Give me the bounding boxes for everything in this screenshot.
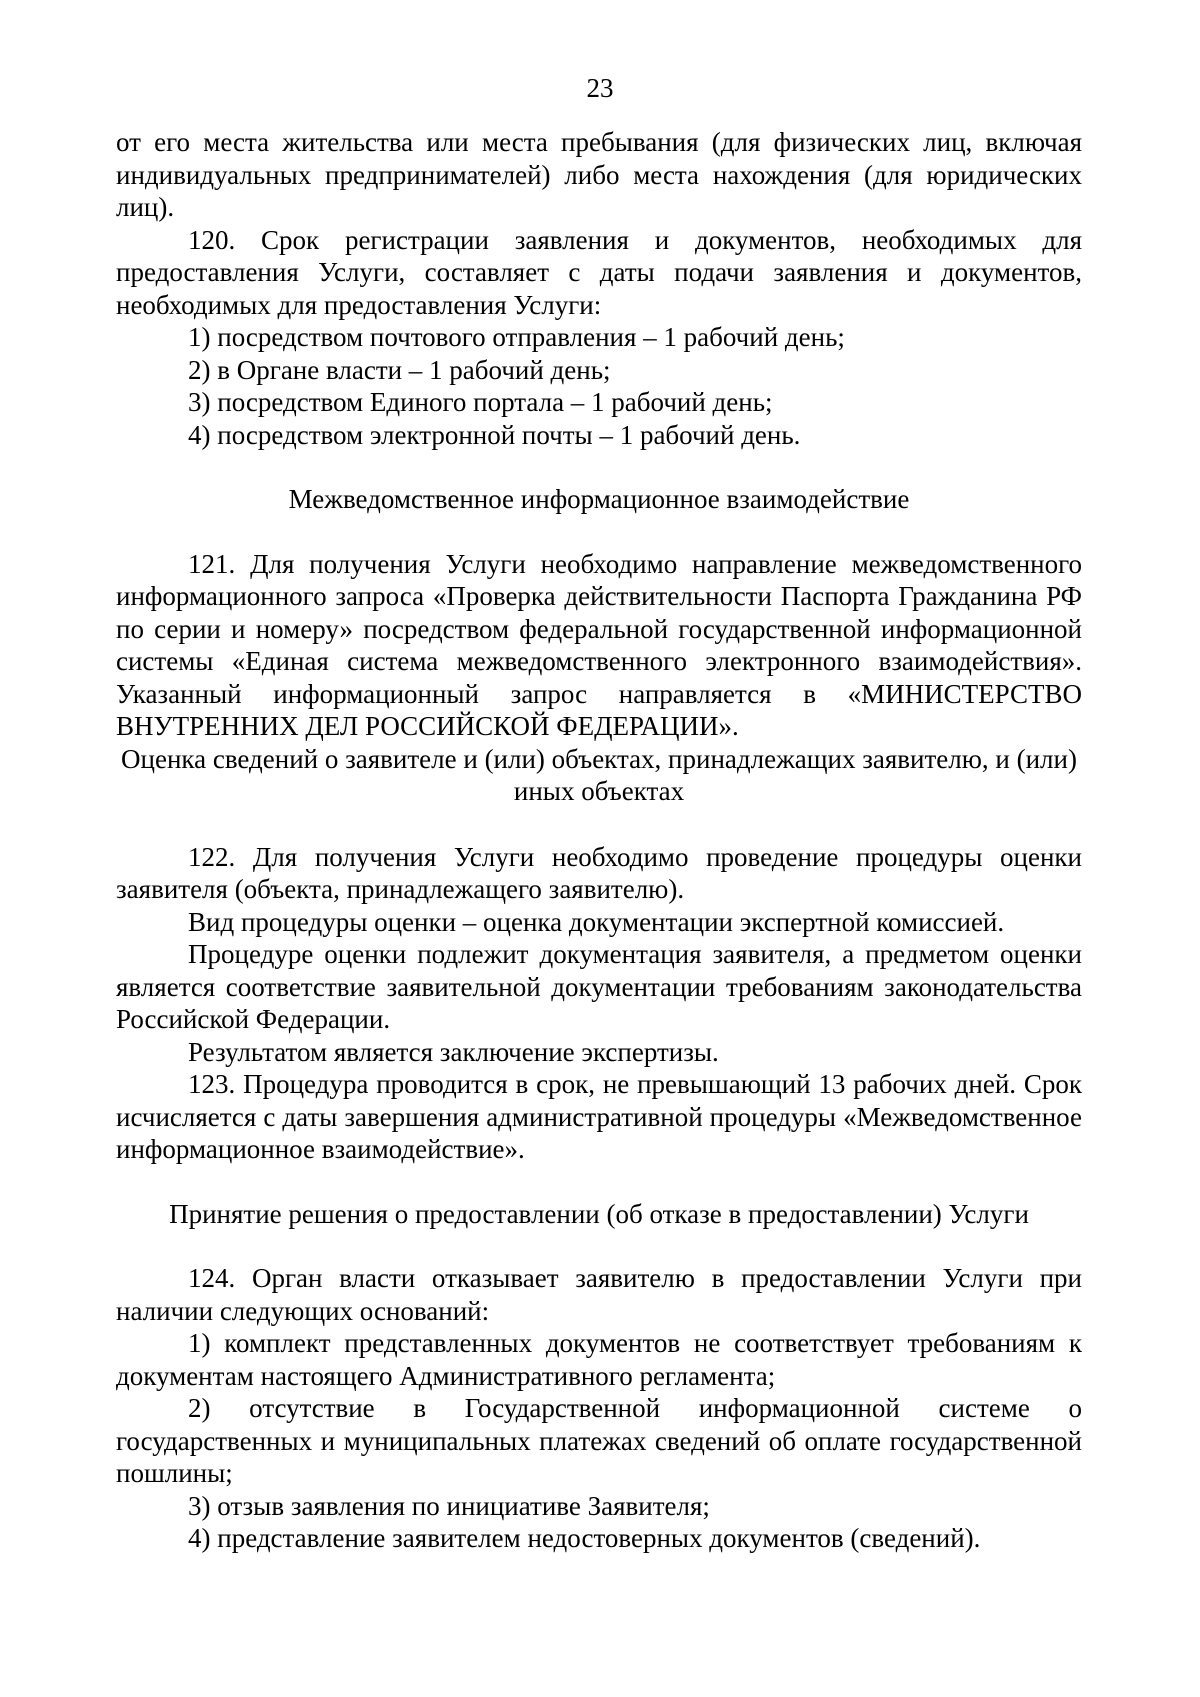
spacer [116,1230,1082,1262]
page-number: 23 [586,73,614,103]
list-item-124-1: 1) комплект представленных документов не соответствует требованиям к документам настоящего Административного регламента; [116,1328,1082,1391]
document-body [116,126,1082,1555]
list-item-120-1: 1) посредством почтового отправления – 1 рабочий день; [188,322,845,352]
paragraph-122: 122. Для получения Услуги необходимо проведение процедуры оценки заявителя (объекта, принадлежащего заявителю). [116,841,1082,904]
paragraph-123: 123. Процедура проводится в срок, не превышающий 13 рабочих дней. Срок исчисляется с даты завершения административной процедуры «Межведомственное информационное взаимодействие». [116,1069,1082,1164]
list-item-120-4: 4) посредством электронной почты – 1 рабочий день. [188,419,801,450]
section-heading-decision: Принятие решения о предоставлении (об отказе в предоставлении) Услуги [169,1198,1029,1229]
spacer [116,1166,1082,1198]
paragraph-assessment-subject: Процедуре оценки подлежит документация заявителя, а предметом оценки является соответствие заявительной документации требованиям законодательства Российской Федерации. [116,939,1082,1034]
paragraph-assessment-result: Результатом является заключение экспертизы. [188,1036,719,1067]
spacer [116,516,1082,548]
list-item-120-3: 3) посредством Единого портала – 1 рабочий день; [188,387,773,417]
paragraph-120: 120. Срок регистрации заявления и документов, необходимых для предоставления Услуги, составляет с даты подачи заявления и документов, необходимых для предоставления Услуги: [116,224,1082,320]
spacer [116,808,1082,841]
list-item-124-4: 4) представление заявителем недостоверных документов (сведений). [188,1523,981,1553]
section-heading-interagency: Межведомственное информационное взаимодействие [288,484,910,514]
paragraph-continuation: от его места жительства или места пребывания (для физических лиц, включая индивидуальных предпринимателей) либо места нахождения (для юридических лиц). [116,127,1082,222]
paragraph-121: 121. Для получения Услуги необходимо направление межведомственного информационного запроса «Проверка действительности Паспорта Гражданина РФ по серии и номеру» посредством федеральной государственной информационной системы «Единая система межведомственного электронного взаимодействия». Указанный информационный запрос направляется в «МИНИСТЕРСТВО ВНУТРЕННИХ ДЕЛ РОССИЙСКОЙ ФЕДЕРАЦИИ». [116,548,1082,741]
list-item-120-2: 2) в Органе власти – 1 рабочий день; [188,354,611,385]
list-item-124-2: 2) отсутствие в Государственной информационной системе о государственных и муниципальных платежах сведений об оплате государственной пошлины; [116,1393,1082,1488]
section-heading-assessment: Оценка сведений о заявителе и (или) объектах, принадлежащих заявителю, и (или) иных объектах [121,743,1077,806]
list-item-124-3: 3) отзыв заявления по инициативе Заявителя; [188,1490,710,1521]
spacer [116,451,1082,483]
paragraph-124: 124. Орган власти отказывает заявителю в предоставлении Услуги при наличии следующих оснований: [116,1263,1082,1326]
paragraph-assessment-type: Вид процедуры оценки – оценка документации экспертной комиссией. [188,906,1005,937]
